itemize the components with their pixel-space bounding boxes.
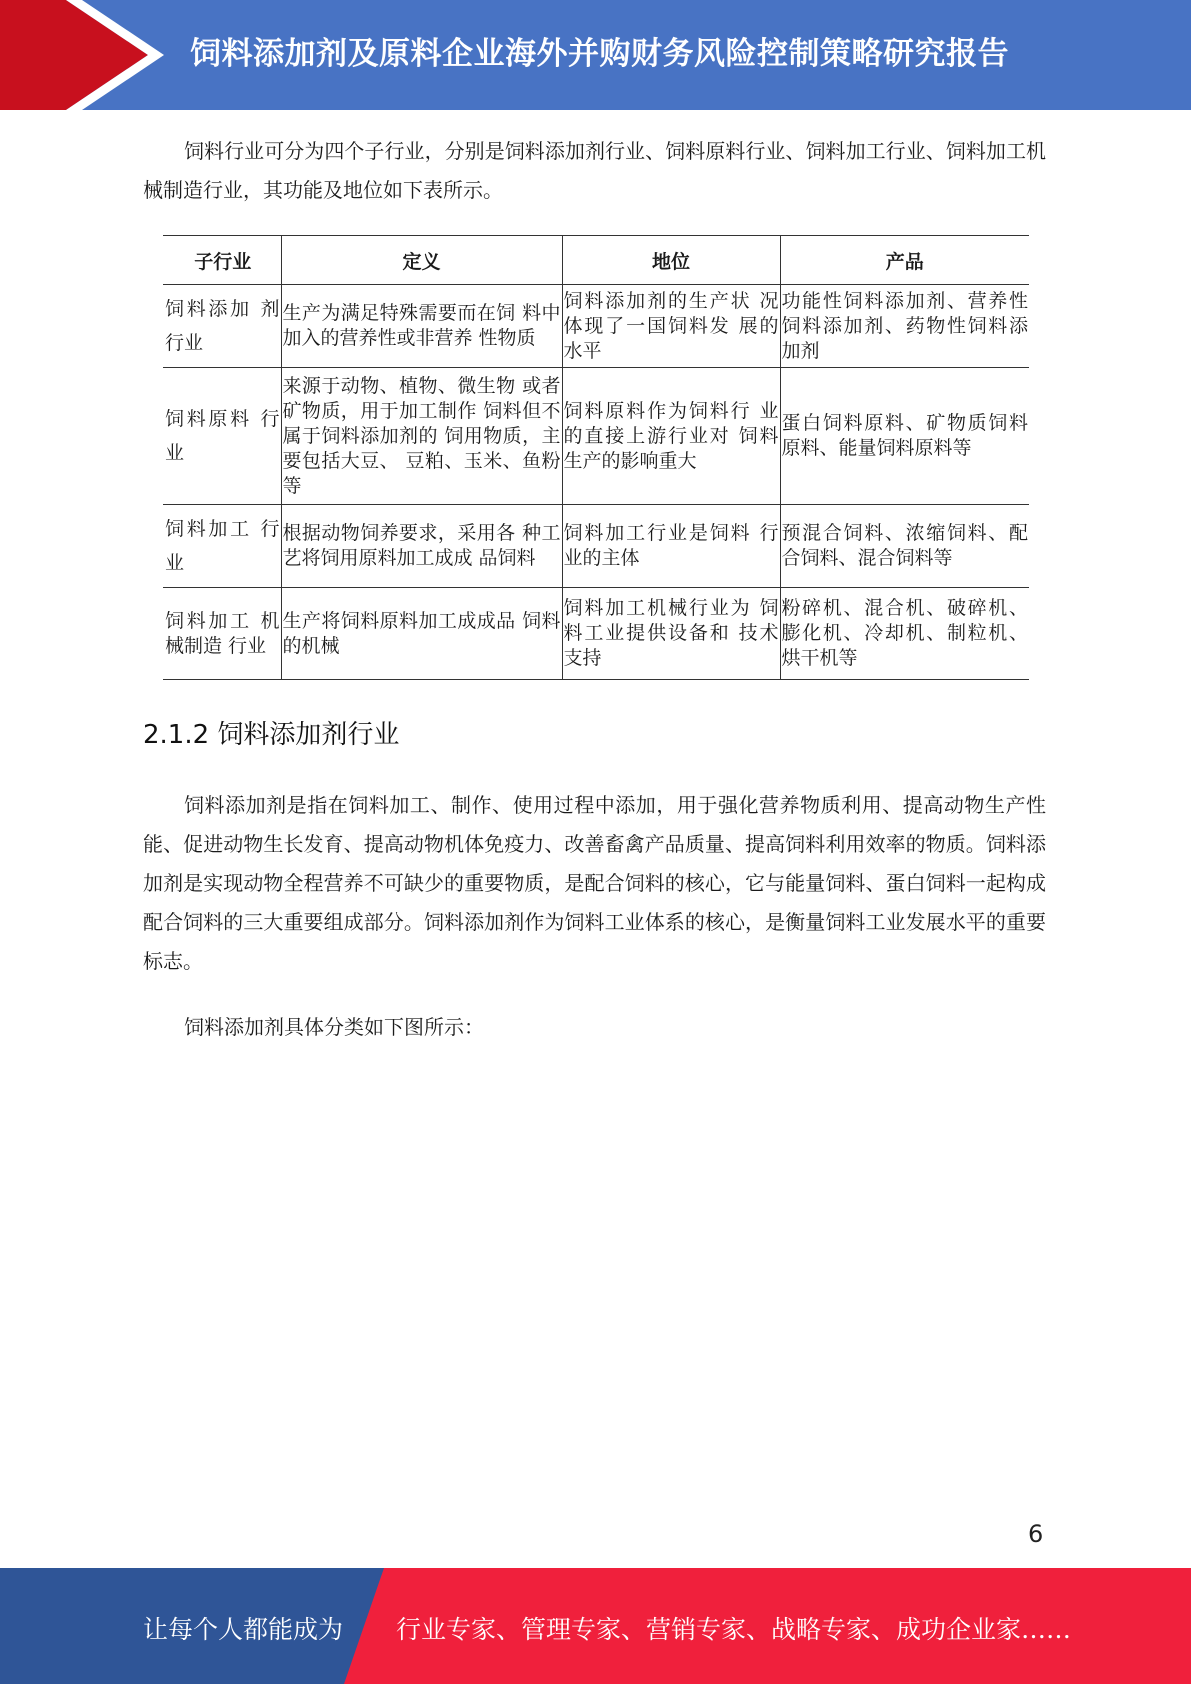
header-red-chevron (0, 0, 148, 110)
cell-products: 粉碎机、混合机、破碎机、膨化机、冷却机、制粒机、烘干机等 (780, 588, 1029, 680)
col-header-status: 地位 (562, 236, 780, 285)
cell-subindustry: 饲料加工 机械制造 行业 (163, 588, 281, 680)
cell-subindustry: 饲料原料 行业 (163, 368, 281, 505)
table-row (163, 368, 1029, 505)
col-header-definition: 定义 (281, 236, 562, 285)
section-heading: 2.1.2 饲料添加剂行业 (143, 720, 400, 750)
col-header-products: 产品 (780, 236, 1029, 285)
report-title: 饲料添加剂及原料企业海外并购财务风险控制策略研究报告 (190, 36, 1009, 72)
table-header-row (163, 236, 1029, 285)
cell-products: 功能性饲料添加剂、营养性饲料添加剂、药物性饲料添加剂 (780, 285, 1029, 368)
cell-status: 饲料加工行业是饲料 行业的主体 (562, 505, 780, 588)
cell-definition: 根据动物饲养要求，采用各 种工艺将饲用原料加工成成 品饲料 (281, 505, 562, 588)
intro-paragraph: 饲料行业可分为四个子行业，分别是饲料添加剂行业、饲料原料行业、饲料加工行业、饲料加工机械制造行业，其功能及地位如下表所示。 (143, 139, 1046, 202)
cell-status: 饲料加工机械行业为 饲料工业提供设备和 技术支持 (562, 588, 780, 680)
table-row (163, 285, 1029, 368)
cell-products: 预混合饲料、浓缩饲料、配合饲料、混合饲料等 (780, 505, 1029, 588)
cell-definition: 来源于动物、植物、微生物 或者矿物质，用于加工制作 饲料但不属于饲料添加剂的 饲用物质，主要包括大豆、 豆粕、玉米、鱼粉等 (281, 368, 562, 505)
cell-status: 饲料原料作为饲料行 业的直接上游行业对 饲料生产的影响重大 (562, 368, 780, 505)
section-paragraph: 饲料添加剂是指在饲料加工、制作、使用过程中添加，用于强化营养物质利用、提高动物生产性能、促进动物生长发育、提高动物机体免疫力、改善畜禽产品质量、提高饲料利用效率的物质。饲料添加剂是实现动物全程营养不可缺少的重要物质，是配合饲料的核心，它与能量饲料、蛋白饲料一起构成配合饲料的三大重要组成部分。饲料添加剂作为饲料工业体系的核心，是衡量饲料工业发展水平的重要标志。 (143, 793, 1046, 973)
header-banner (0, 0, 1191, 110)
cell-status: 饲料添加剂的生产状 况体现了一国饲料发 展的水平 (562, 285, 780, 368)
footer-slogan-left: 让每个人都能成为 (143, 1615, 344, 1644)
cell-products: 蛋白饲料原料、矿物质饲料原料、能量饲料原料等 (780, 368, 1029, 505)
page-number: 6 (1028, 1520, 1044, 1548)
cell-definition: 生产为满足特殊需要而在饲 料中加入的营养性或非营养 性物质 (281, 285, 562, 368)
footer-banner (0, 1568, 1191, 1684)
subindustry-table (163, 235, 1029, 680)
footer-slogan-right: 行业专家、管理专家、营销专家、战略专家、成功企业家…… (396, 1615, 1072, 1644)
cell-definition: 生产将饲料原料加工成成品 饲料的机械 (281, 588, 562, 680)
table-row (163, 588, 1029, 680)
table-row (163, 505, 1029, 588)
cell-subindustry: 饲料添加 剂行业 (163, 285, 281, 368)
cell-subindustry: 饲料加工 行业 (163, 505, 281, 588)
figure-intro-text: 饲料添加剂具体分类如下图所示： (184, 1015, 484, 1039)
col-header-subindustry: 子行业 (163, 236, 281, 285)
